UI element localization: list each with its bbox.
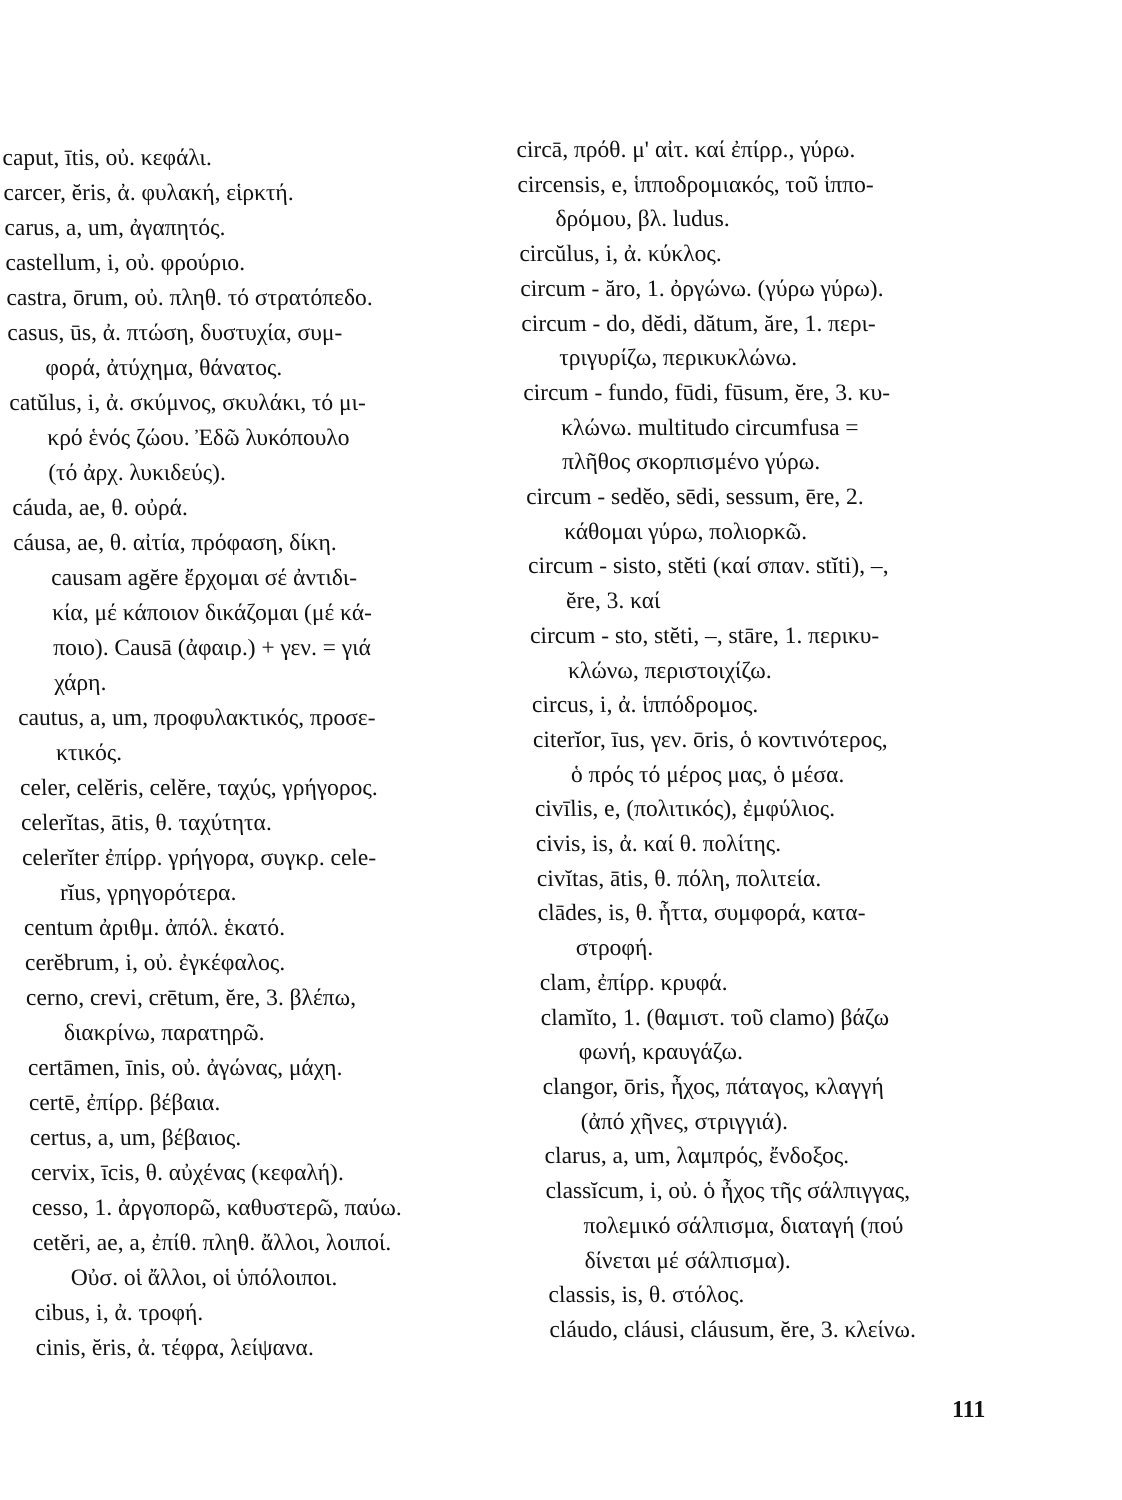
left-column bbox=[2, 141, 541, 1366]
dictionary-entry-centum bbox=[24, 911, 530, 946]
dictionary-entry-clam bbox=[539, 966, 1040, 1001]
dictionary-entry-celeriter bbox=[22, 841, 529, 911]
dictionary-entry-ceteri bbox=[32, 1226, 539, 1296]
entry-continuation-line: Οὐσ. οἱ ἄλλοι, οἱ ὑπόλοιποι. bbox=[70, 1265, 338, 1291]
entry-line: circum - ăro, 1. ὀργώνω. (γύρω γύρω). bbox=[519, 275, 884, 302]
entry-line: cáusa, ae, θ. αἰτία, πρόφαση, δίκη. bbox=[12, 530, 337, 556]
entry-line: citerĭor, īus, γεν. ōris, ὁ κοντινότερος, bbox=[532, 726, 888, 753]
entry-continuation-line: κία, μέ κάποιον δικάζομαι (μέ κά- bbox=[51, 600, 373, 626]
dictionary-entry-claudo bbox=[549, 1313, 1050, 1348]
dictionary-entry-circum-fundo bbox=[523, 376, 1026, 480]
entry-continuation-line: rĭus, γρηγορότερα. bbox=[59, 880, 237, 906]
dictionary-entry-classicum bbox=[545, 1174, 1048, 1278]
entry-line: celerĭter ἐπίρρ. γρήγορα, συγκρ. cele- bbox=[21, 845, 377, 871]
dictionary-entry-celer bbox=[20, 771, 526, 806]
entry-line: catŭlus, i, ἀ. σκύμνος, σκυλάκι, τό μι- bbox=[8, 390, 367, 416]
dictionary-entry-civis bbox=[535, 827, 1036, 862]
entry-line: carus, a, um, ἀγαπητός. bbox=[4, 215, 226, 241]
dictionary-entry-clarus bbox=[544, 1139, 1045, 1174]
dictionary-entry-circum-sedeo bbox=[526, 480, 1028, 549]
dictionary-entry-certamen bbox=[27, 1051, 533, 1086]
entry-continuation-line: φορά, ἀτύχημα, θάνατος. bbox=[44, 355, 283, 381]
entry-line: circum - fundo, fūdi, fūsum, ĕre, 3. κυ- bbox=[522, 379, 891, 406]
entry-line: caput, ītis, οὐ. κεφάλι. bbox=[2, 145, 212, 171]
entry-line: civis, is, ἀ. καί θ. πολίτης. bbox=[535, 831, 782, 858]
entry-line: circum - sto, stĕti, –, stāre, 1. περικυ- bbox=[529, 622, 880, 649]
entry-line: circum - do, dĕdi, dătum, ăre, 1. περι- bbox=[520, 310, 877, 337]
dictionary-entry-clades bbox=[537, 896, 1039, 965]
entry-continuation-line: ποιο). Causā (ἀφαιρ.) + γεν. = γιά bbox=[52, 635, 372, 661]
entry-line: cesso, 1. ἀργοπορῶ, καθυστερῶ, παύω. bbox=[31, 1195, 402, 1221]
dictionary-entry-civitas bbox=[536, 862, 1037, 897]
dictionary-entry-certus bbox=[29, 1121, 535, 1156]
entry-line: classis, is, θ. στόλος. bbox=[548, 1282, 745, 1309]
entry-line: centum ἀριθμ. ἀπόλ. ἑκατό. bbox=[23, 915, 286, 941]
dictionary-entry-certe bbox=[28, 1086, 534, 1121]
entry-line: clādes, is, θ. ἧττα, συμφορά, κατα- bbox=[537, 900, 866, 927]
entry-line: certus, a, um, βέβαιος. bbox=[29, 1125, 242, 1151]
entry-line: civĭtas, ātis, θ. πόλη, πολιτεία. bbox=[536, 865, 822, 892]
dictionary-entry-circum-do bbox=[521, 307, 1023, 376]
entry-line: cervix, īcis, θ. αὐχένας (κεφαλή). bbox=[30, 1160, 345, 1186]
entry-line: circensis, e, ἱπποδρομιακός, τοῦ ἱππο- bbox=[517, 171, 875, 198]
entry-line: clam, ἐπίρρ. κρυφά. bbox=[539, 969, 728, 996]
entry-continuation-line: τριγυρίζω, περικυκλώνω. bbox=[558, 345, 798, 372]
dictionary-entry-circum-sto bbox=[530, 619, 1032, 688]
entry-line: cerĕbrum, i, οὐ. ἐγκέφαλος. bbox=[24, 950, 286, 976]
dictionary-entry-castellum bbox=[5, 246, 511, 281]
entry-continuation-line: ὁ πρός τό μέρος μας, ὁ μέσα. bbox=[570, 761, 845, 788]
entry-line: clamĭto, 1. (θαμιστ. τοῦ clamo) βάζω bbox=[540, 1004, 890, 1031]
entry-continuation-line: διακρίνω, παρατηρῶ. bbox=[63, 1020, 265, 1046]
entry-line: cláudo, cláusi, cláusum, ĕre, 3. κλείνω. bbox=[549, 1316, 917, 1343]
entry-line: castellum, i, οὐ. φρούριο. bbox=[5, 250, 246, 276]
dictionary-entry-circum-aro bbox=[520, 272, 1021, 307]
entry-continuation-line: κάθομαι γύρω, πολιορκῶ. bbox=[563, 518, 808, 545]
page-number: 111 bbox=[952, 1397, 986, 1423]
dictionary-entry-cerebrum bbox=[24, 946, 530, 981]
entry-continuation-line: στροφή. bbox=[575, 935, 654, 962]
dictionary-entry-causa bbox=[13, 526, 523, 701]
entry-line: cerno, crevi, crētum, ĕre, 3. βλέπω, bbox=[25, 985, 357, 1011]
entry-continuation-line: (τό ἀρχ. λυκιδεύς). bbox=[47, 460, 227, 486]
entry-continuation-line: κλώνω, περιστοιχίζω. bbox=[567, 657, 772, 684]
dictionary-entry-clangor bbox=[542, 1070, 1044, 1139]
right-column bbox=[516, 133, 1050, 1348]
entry-continuation-line: ĕre, 3. καί bbox=[565, 588, 661, 615]
entry-continuation-line: δρόμου, βλ. ludus. bbox=[555, 206, 730, 233]
entry-line: circum - sedĕo, sēdi, sessum, ēre, 2. bbox=[525, 484, 864, 511]
entry-line: celerĭtas, ātis, θ. ταχύτητα. bbox=[20, 810, 273, 836]
entry-line: circum - sisto, stĕti (καί σπαν. stĭti), –, bbox=[527, 553, 889, 580]
dictionary-entry-circa bbox=[516, 133, 1017, 168]
entry-line: cáuda, ae, θ. οὐρά. bbox=[11, 495, 189, 521]
dictionary-entry-celeritas bbox=[21, 806, 527, 841]
entry-continuation-line: κρό ἑνός ζώου. Ἐδῶ λυκόπουλο bbox=[46, 425, 350, 451]
dictionary-entry-cervix bbox=[30, 1156, 536, 1191]
entry-continuation-line: causam agĕre ἔρχομαι σέ ἀντιδι- bbox=[50, 565, 358, 591]
entry-continuation-line: (ἀπό χῆνες, στριγγιά). bbox=[580, 1108, 789, 1135]
entry-line: circŭlus, i, ἀ. κύκλος. bbox=[519, 241, 722, 268]
entry-continuation-line: χάρη. bbox=[53, 670, 107, 696]
entry-line: certē, ἐπίρρ. βέβαια. bbox=[28, 1090, 221, 1116]
entry-line: circā, πρόθ. μ' αἰτ. καί ἐπίρρ., γύρω. bbox=[516, 137, 856, 163]
dictionary-entry-cauda bbox=[12, 491, 518, 526]
dictionary-entry-clamito bbox=[540, 1001, 1042, 1070]
entry-line: cautus, a, um, προφυλακτικός, προσε- bbox=[17, 705, 376, 731]
dictionary-entry-cinis bbox=[35, 1331, 541, 1366]
dictionary-entry-citerior bbox=[532, 723, 1034, 792]
entry-continuation-line: δίνεται μέ σάλπισμα). bbox=[584, 1247, 791, 1274]
dictionary-entry-catulus bbox=[9, 386, 517, 491]
entry-continuation-line: κτικός. bbox=[55, 740, 123, 766]
entry-line: casus, ūs, ἀ. πτώση, δυστυχία, συμ- bbox=[6, 320, 343, 346]
entry-line: celer, celĕris, celĕre, ταχύς, γρήγορος. bbox=[19, 775, 378, 801]
dictionary-entry-castra bbox=[6, 281, 512, 316]
entry-continuation-line: πλῆθος σκορπισμένο γύρω. bbox=[561, 449, 821, 476]
entry-line: clarus, a, um, λαμπρός, ἔνδοξος. bbox=[544, 1143, 850, 1170]
entry-line: carcer, ĕris, ἀ. φυλακή, εἱρκτή. bbox=[3, 180, 294, 206]
entry-line: cetĕri, ae, a, ἐπίθ. πληθ. ἄλλοι, λοιποί. bbox=[32, 1230, 392, 1256]
dictionary-entry-caput bbox=[2, 141, 508, 176]
entry-line: certāmen, īnis, οὐ. ἀγώνας, μάχη. bbox=[27, 1055, 343, 1081]
dictionary-entry-circensis bbox=[517, 168, 1019, 237]
entry-continuation-line: κλώνω. multitudo circumfusa = bbox=[560, 414, 859, 441]
entry-line: castra, ōrum, οὐ. πληθ. τό στρατόπεδο. bbox=[6, 285, 373, 311]
dictionary-entry-carus bbox=[4, 211, 510, 246]
dictionary-entry-circus bbox=[532, 688, 1033, 723]
dictionary-entry-cautus bbox=[18, 701, 525, 771]
entry-line: circus, i, ἀ. ἱππόδρομος. bbox=[531, 692, 759, 719]
entry-continuation-line: πολεμικό σάλπισμα, διαταγή (πού bbox=[583, 1212, 904, 1239]
dictionary-entry-classis bbox=[548, 1278, 1049, 1313]
dictionary-entry-cibus bbox=[34, 1296, 540, 1331]
entry-line: classĭcum, i, οὐ. ὁ ἦχος τῆς σάλπιγγας, bbox=[545, 1178, 911, 1205]
entry-continuation-line: φωνή, κραυγάζω. bbox=[578, 1039, 744, 1066]
entry-line: clangor, ōris, ἦχος, πάταγος, κλαγγή bbox=[542, 1073, 885, 1100]
entry-line: cibus, i, ἀ. τροφή. bbox=[34, 1300, 204, 1326]
entry-line: civīlis, e, (πολιτικός), ἐμφύλιος. bbox=[534, 796, 836, 823]
dictionary-entry-cesso bbox=[31, 1191, 537, 1226]
dictionary-entry-circum-sisto bbox=[528, 549, 1030, 618]
entry-line: cinis, ĕris, ἀ. τέφρα, λείψανα. bbox=[35, 1335, 315, 1361]
dictionary-entry-civilis bbox=[534, 792, 1035, 827]
dictionary-entry-circulus bbox=[519, 237, 1020, 272]
dictionary-entry-casus bbox=[7, 316, 514, 386]
dictionary-entry-cerno bbox=[25, 981, 532, 1051]
dictionary-entry-carcer bbox=[3, 176, 509, 211]
